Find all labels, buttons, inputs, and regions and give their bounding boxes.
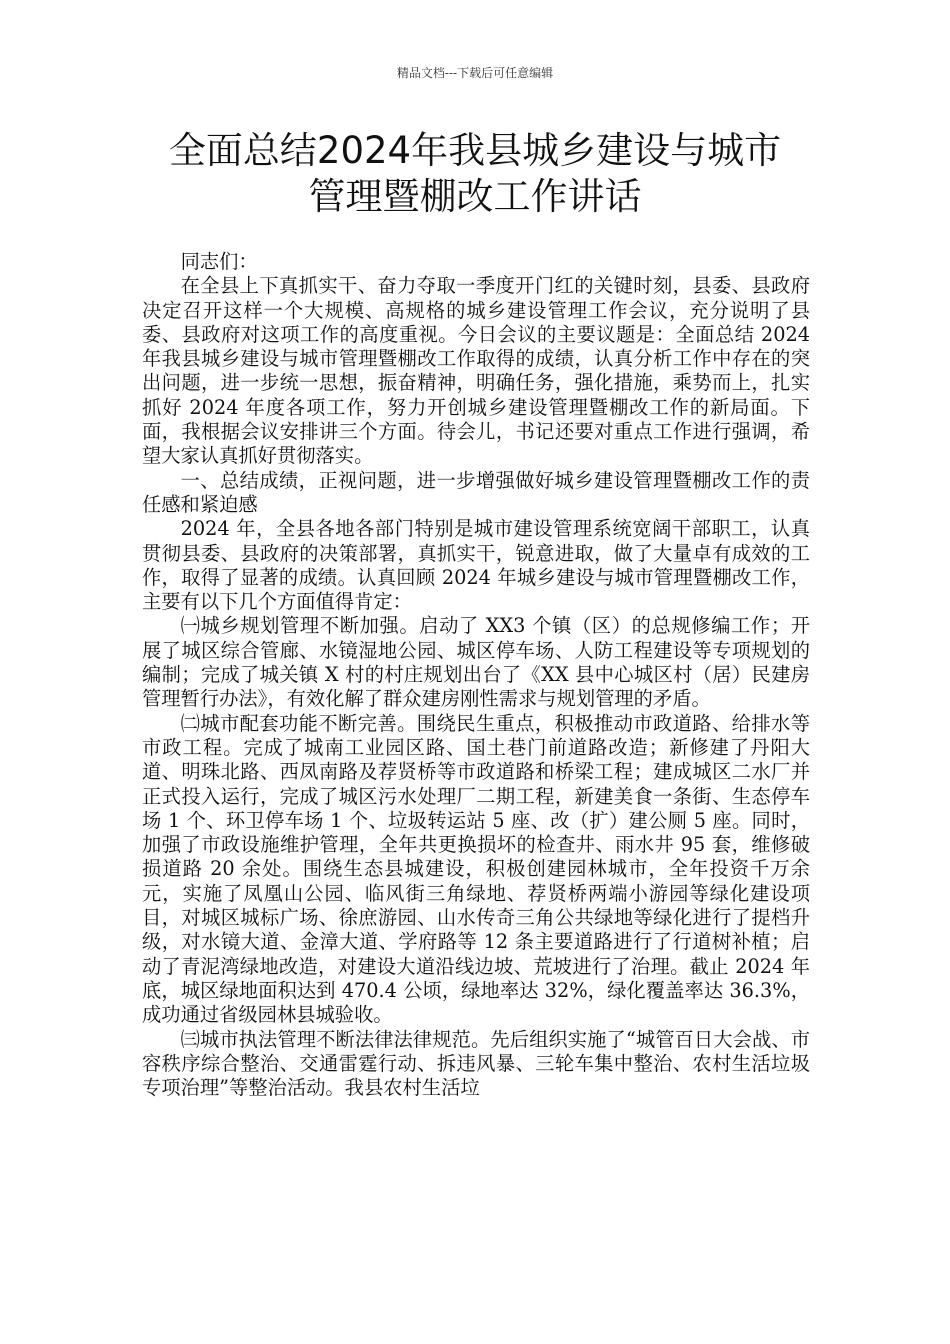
title-line-2: 管理暨棚改工作讲话	[308, 175, 642, 218]
paragraph-item-1: ㈠城乡规划管理不断加强。启动了 XX3 个镇（区）的总规修编工作；开展了城区综合管廊、水镜湿地公园、城区停车场、人防工程建设等专项规划的编制；完成了城关镇 X 村的村庄规划出台了《XX 县中心城区村（居）民建房管理暂行办法》，有效化解了群众建房刚性需求与规划管理的矛盾。	[142, 614, 810, 711]
paragraph-summary: 2024 年，全县各地各部门特别是城市建设管理系统宽阔干部职工，认真贯彻县委、县政府的决策部署，真抓实干，锐意进取，做了大量卓有成效的工作，取得了显著的成绩。认真回顾 2024 年城乡建设与城市管理暨棚改工作，主要有以下几个方面值得肯定：	[142, 517, 810, 614]
header-note: 精品文档---下载后可任意编辑	[396, 66, 554, 80]
document-title	[120, 128, 830, 220]
paragraph-intro: 在全县上下真抓实干、奋力夺取一季度开门红的关键时刻，县委、县政府决定召开这样一个大规模、高规格的城乡建设管理工作会议，充分说明了县委、县政府对这项工作的高度重视。今日会议的主要议题是：全面总结 2024 年我县城乡建设与城市管理暨棚改工作取得的成绩，认真分析工作中存在的突出问题，进一步统一思想，振奋精神，明确任务，强化措施，乘势而上，扎实抓好 2024 年度各项工作，努力开创城乡建设管理暨棚改工作的新局面。下面，我根据会议安排讲三个方面。待会儿，书记还要对重点工作进行强调，希望大家认真抓好贯彻落实。	[142, 274, 810, 468]
document-body	[142, 250, 810, 1100]
paragraph-item-3: ㈢城市执法管理不断法律法律规范。先后组织实施了“城管百日大会战、市容秩序综合整治、交通雷霆行动、拆违风暴、三轮车集中整治、农村生活垃圾专项治理”等整治活动。我县农村生活垃	[142, 1027, 810, 1100]
paragraph-item-2: ㈡城市配套功能不断完善。围绕民生重点，积极推动市政道路、给排水等市政工程。完成了城南工业园区路、国土巷门前道路改造；新修建了丹阳大道、明珠北路、西凤南路及荐贤桥等市政道路和桥梁工程；建成城区二水厂并正式投入运行，完成了城区污水处理厂二期工程，新建美食一条街、生态停车场 1 个、环卫停车场 1 个、垃圾转运站 5 座、改（扩）建公厕 5 座。同时，加强了市政设施维护管理，全年共更换损坏的检查井、雨水井 95 套，维修破损道路 20 余处。围绕生态县城建设，积极创建园林城市，全年投资千万余元，实施了凤凰山公园、临风街三角绿地、荐贤桥两端小游园等绿化建设项目，对城区城标广场、徐庶游园、山水传奇三角公共绿地等绿化进行了提档升级，对水镜大道、金漳大道、学府路等 12 条主要道路进行了行道树补植；启动了青泥湾绿地改造，对建设大道沿线边坡、荒坡进行了治理。截止 2024 年底，城区绿地面积达到 470.4 公顷，绿地率达 32%，绿化覆盖率达 36.3%，成功通过省级园林县城验收。	[142, 711, 810, 1027]
salutation: 同志们：	[180, 250, 258, 273]
section-heading-1: 一、总结成绩，正视问题，进一步增强做好城乡建设管理暨棚改工作的责任感和紧迫感	[142, 468, 810, 516]
title-line-1: 全面总结2024年我县城乡建设与城市	[168, 129, 782, 172]
